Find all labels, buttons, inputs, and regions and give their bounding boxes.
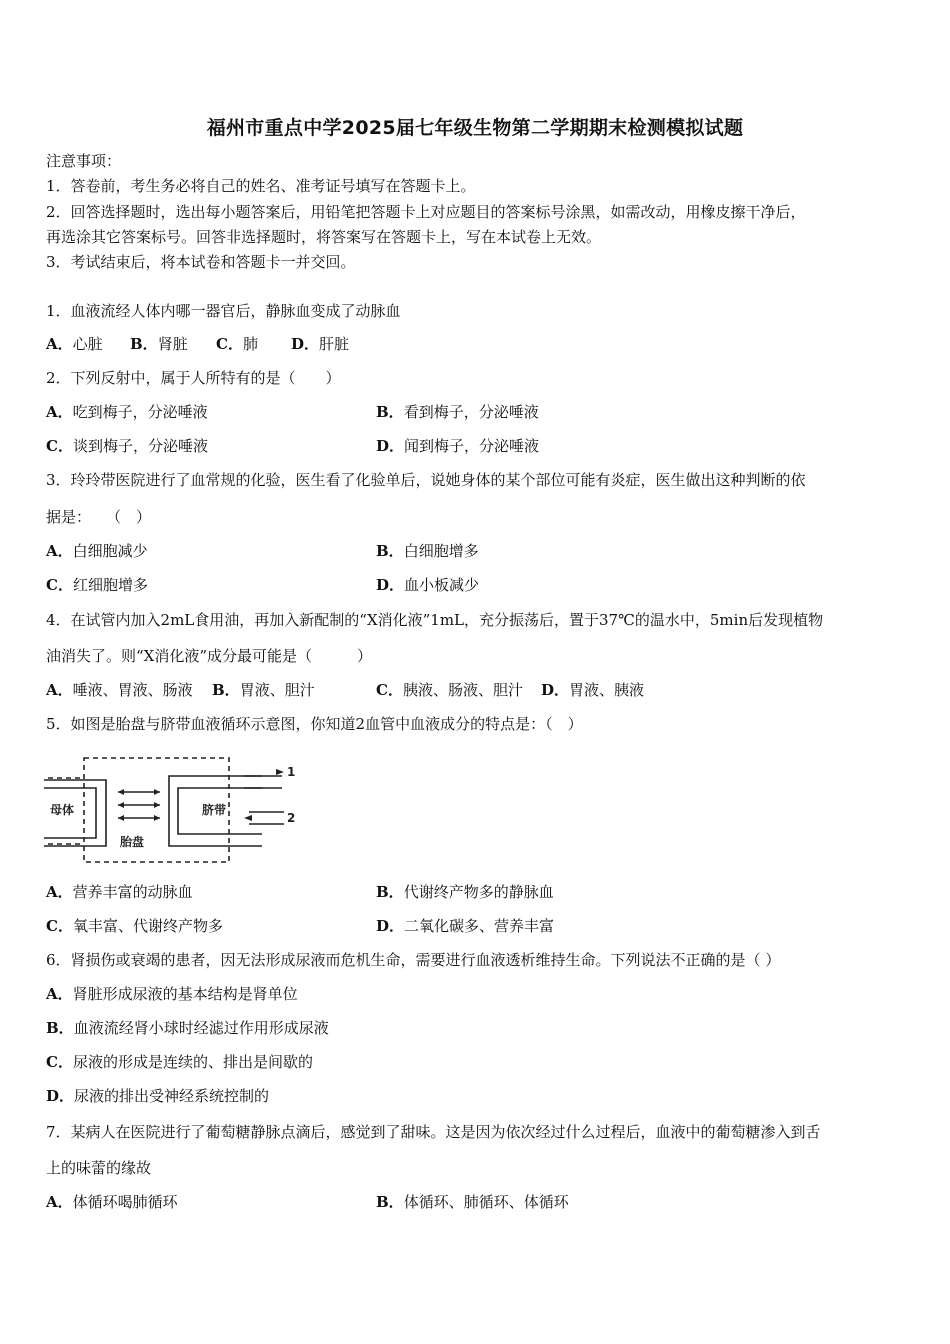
- q1-option-a: A．心脏: [46, 335, 103, 353]
- arrow-vessel-1: [276, 769, 284, 775]
- question-3-stem: 3．玲玲带医院进行了血常规的化验，医生看了化验单后，说她身体的某个部位可能有炎症，医生做出这种判断的依: [46, 471, 806, 489]
- label-vessel-1: 1: [287, 765, 296, 779]
- label-vessel-2: 2: [287, 811, 296, 825]
- arrow-vessel-2: [244, 815, 252, 821]
- question-1-stem: 1．血液流经人体内哪一器官后，静脉血变成了动脉血: [46, 302, 401, 320]
- question-7-stem: 7．某病人在医院进行了葡萄糖静脉点滴后，感觉到了甜味。这是因为依次经过什么过程后，血液中的葡萄糖渗入到舌: [46, 1123, 821, 1141]
- page-title: 福州市重点中学2025届七年级生物第二学期期末检测模拟试题: [206, 117, 744, 139]
- q1-option-b: B．肾脏: [130, 335, 188, 353]
- question-3-stem-cont: 据是： （ ）: [46, 508, 152, 526]
- label-mother: 母体: [50, 803, 75, 817]
- q4-option-b: B．胃液、胆汁: [212, 681, 315, 699]
- q3-option-d: D．血小板减少: [376, 576, 480, 594]
- q4-option-d: D．胃液、胰液: [541, 681, 645, 699]
- question-4-stem: 4．在试管内加入2mL食用油，再加入新配制的“X消化液”1mL，充分振荡后，置于37℃的温水中，5min后发现植物: [46, 611, 824, 629]
- placenta-diagram: [44, 752, 304, 870]
- q5-option-d: D．二氧化碳多、营养丰富: [376, 917, 555, 935]
- q4-option-a: A．唾液、胃液、肠液: [46, 681, 193, 699]
- q1-option-d: D．肝脏: [291, 335, 350, 353]
- q3-option-b: B．白细胞增多: [376, 542, 479, 560]
- q7-option-a: A．体循环喝肺循环: [46, 1193, 178, 1211]
- q2-option-c: C．谈到梅子，分泌唾液: [46, 437, 208, 455]
- q5-option-a: A．营养丰富的动脉血: [46, 883, 193, 901]
- q2-option-b: B．看到梅子，分泌唾液: [376, 403, 539, 421]
- label-cord: 脐带: [202, 803, 227, 817]
- q6-option-d: D．尿液的排出受神经系统控制的: [46, 1087, 270, 1105]
- q3-option-c: C．红细胞增多: [46, 576, 148, 594]
- question-7-stem-cont: 上的味蕾的缘故: [46, 1159, 152, 1177]
- question-6-stem: 6．肾损伤或衰竭的患者，因无法形成尿液而危机生命，需要进行血液透析维持生命。下列说法不正确的是（ ）: [46, 951, 781, 969]
- notice-item: 1．答卷前，考生务必将自己的姓名、准考证号填写在答题卡上。: [46, 177, 476, 195]
- q5-option-c: C．氧丰富、代谢终产物多: [46, 917, 223, 935]
- q2-option-d: D．闻到梅子，分泌唾液: [376, 437, 540, 455]
- q6-option-c: C．尿液的形成是连续的、排出是间歇的: [46, 1053, 313, 1071]
- question-2-stem: 2．下列反射中，属于人所特有的是（ ）: [46, 369, 341, 387]
- q6-option-a: A．肾脏形成尿液的基本结构是肾单位: [46, 985, 298, 1003]
- notice-heading: 注意事项：: [46, 152, 122, 170]
- question-4-stem-cont: 油消失了。则“X消化液”成分最可能是（ ）: [46, 647, 373, 665]
- q1-option-c: C．肺: [216, 335, 258, 353]
- q5-option-b: B．代谢终产物多的静脉血: [376, 883, 554, 901]
- q4-option-c: C．胰液、肠液、胆汁: [376, 681, 523, 699]
- q2-option-a: A．吃到梅子，分泌唾液: [46, 403, 208, 421]
- notice-item: 3．考试结束后，将本试卷和答题卡一并交回。: [46, 253, 356, 271]
- q7-option-b: B．体循环、肺循环、体循环: [376, 1193, 569, 1211]
- q3-option-a: A．白细胞减少: [46, 542, 148, 560]
- notice-item: 2．回答选择题时，选出每小题答案后，用铅笔把答题卡上对应题目的答案标号涂黑，如需改动，用橡皮擦干净后，: [46, 203, 806, 221]
- label-placenta: 胎盘: [120, 835, 145, 849]
- q6-option-b: B．血液流经肾小球时经滤过作用形成尿液: [46, 1019, 329, 1037]
- notice-item: 再选涂其它答案标号。回答非选择题时，将答案写在答题卡上，写在本试卷上无效。: [46, 228, 602, 246]
- question-5-stem: 5．如图是胎盘与脐带血液循环示意图，你知道2血管中血液成分的特点是：（ ）: [46, 715, 583, 733]
